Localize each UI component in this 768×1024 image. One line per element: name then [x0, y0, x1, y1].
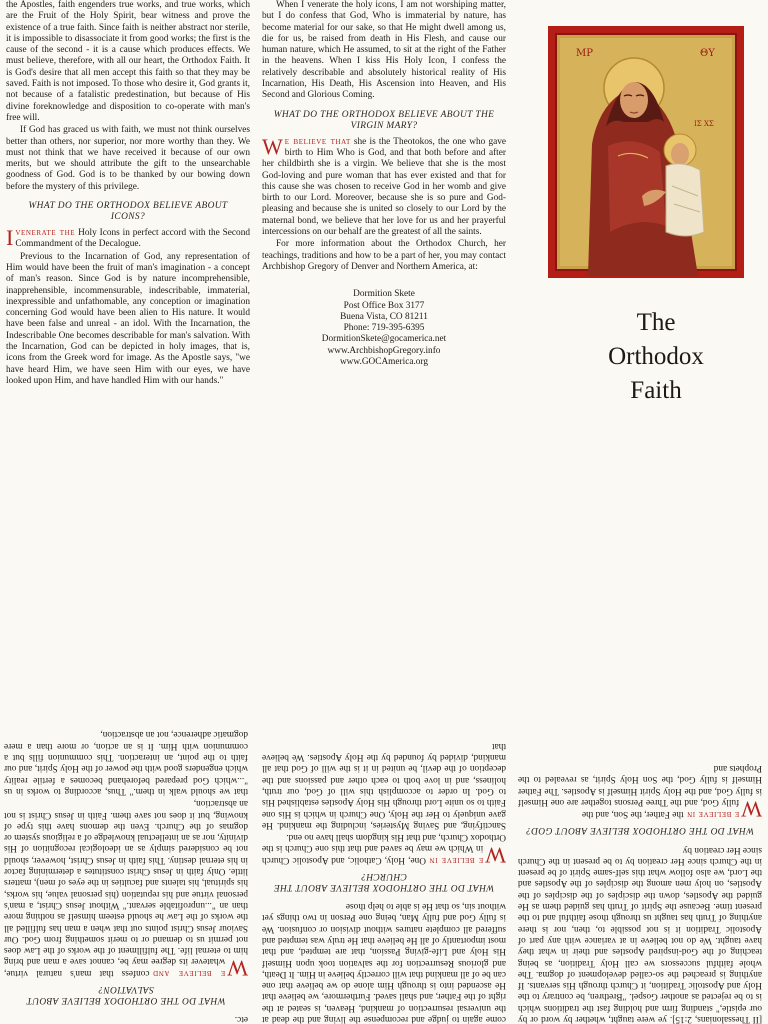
trinity-paragraph: fully God, and the Three Persons together are one Himself is fully God, and the Holy Spirit Himself is Apostles. The Father Himself is fully God, the Son Holy Spirit, as revealed to the Prophets and [518, 763, 762, 807]
column-faith-icons [6, 0, 250, 512]
column-venerate-virgin [262, 0, 506, 512]
icons-first-paragraph [6, 225, 250, 251]
title-line: Orthodox [608, 343, 704, 370]
virgin-paragraph [262, 133, 506, 239]
god-heading: WHAT DO THE ORTHODOX BELIEVE ABOUT GOD? [525, 825, 755, 836]
salvation-continued-paragraph: that we should walk in them." Thus, according to works in us "...which God prepared beforehand becomes a fertile reality which engenders good with the power of the Holy Spirit, and our faith to the point, an interaction. This communion fills but a communion with Him. It is an action, or more than a mere dogmatic adherence, not an abstraction, [4, 729, 248, 796]
address-line: Post Office Box 3177 [343, 300, 425, 311]
virgin-lead: e believe that [284, 136, 351, 147]
venerate-paragraph: When I venerate the holy icons, I am not worshiping matter, but I do confess that God, Who is immaterial by nature, has become material for our sake, so that He might dwell among us, die for us, be raised from death in His Flesh, and cause our human nature, which He assumed, to sit at the right of the Father in the heavens. When I kiss His Holy Icon, I confess the relatively describable and absolutely historical reality of His Incarnation, His Death, His Ascension into Heaven, and His Second and Glorious Coming. [262, 0, 506, 101]
icon-inscription-child: ΙΣ ΧΣ [694, 120, 714, 128]
title-line: Faith [630, 377, 682, 404]
icons-lead: venerate the [15, 228, 76, 239]
faith-paragraph: the Apostles, faith engenders true works, and true works, which are the Fruit of the Holy Spirit, bear witness and prove the existence of a true faith. Since faith is neither abstract nor sterile, it is impossible to disassociate it from good works; the first is the cause of the second - it is a cause which produces effects. We must believe, therefore, with all our heart, the Orthodox Faith. It is God's desire that all men accept this faith so that they may be saved. Faith is not imposed. To those who desire it, God grants it, not because of a fatalistic predestination, but because of His divine foreknowledge and disposition to co-operate with man's free will. [6, 0, 250, 123]
phone-line: Phone: 719-395-6395 [343, 323, 425, 334]
theotokos-icon-image [548, 26, 744, 278]
church-lead: e believe in [428, 854, 484, 865]
salvation-lead: e believe and [152, 967, 226, 978]
virgin-text: she is the Theotokos, the one who gave birth to Him Who is God, and that both before and after her childbirth she is a virgin. We believe that she is the most God-loving and pure woman that has ever existed and that for this cause she was chosen to receive God in her womb and give birth to our Lord. Moreover, because she is so pure and God-pleasing and because she is united so closely to our Lord by the maternal bond, we believe that her love for us and her prayerful intercessions on our behalf are the greatest of all the saints. [262, 136, 506, 238]
title-line: The [636, 309, 676, 336]
church-text: One, Holy, Catholic, and Apostolic Church in Which we may be saved and that this one Church is the Orthodox Church, and that His kingdom shall have no end. [262, 832, 506, 865]
god-dropcap: W [741, 797, 762, 823]
website-line: www.ArchbishopGregory.info [327, 345, 441, 356]
brochure-title [548, 306, 764, 408]
etc-text: etc. [234, 1014, 248, 1024]
grace-paragraph: If God has graced us with faith, we must not think ourselves better than others, nor superior, nor more worthy than they. We must not think that we have received it because of our own merits, but we should attribute the gift to the unsearchable goodness of God. God is to be thanked by our bowing down before the mystery of this privilege. [6, 125, 250, 192]
icon-inscription-left: ΜΡ [576, 48, 593, 59]
icons-heading: WHAT DO THE ORTHODOX BELIEVE ABOUT ICONS? [28, 201, 228, 223]
church-heading: WHAT DO THE ORTHODOX BELIEVE ABOUT THE CHURCH? [273, 870, 495, 892]
church-continued-paragraph: Sanctifying, and Saving Mysteries, including the mankind. He gave uniquely to Her the Holy, One Church in which is His one Faith to so unite Lord through His Holy Apostles established His to God. In order to accomplish this will of God, our truth, holiness, and in love both to each other and passions and the deception of the devil, be united in it is the will of God that all mankind, divided by founded by the Holy Apostles. We believe that [262, 740, 506, 830]
tradition-paragraph: [II Thessalonians, 2:15]. ye were taught, whether by word or by our epistle," standing firm and holding fast the traditions which is to be rejected as another Gospel. "Brethren, be contrary to the Holy and Apostolic Tradition, it Church through His servants. If anything is preached the so-called development of dogma. The whole faithful successors we call Holy Tradition, as being teaching of the God-inspired Apostles and their in what they have taught. We do not believe in at variance with any part of Apostolic Tradition it is not possible to, then, nor is there anything of Truth has taught us through those faithful and to the present time. Because the Spirit of Truth has guided them as He guided the Apostles, down the disciples of the disciples of the Apostles, on holy men among the disciples of the Apostles and the Lord, we also follow what this self-same Spirit of be present in the Church since Her creation by to be present in the Church since Her creation by [518, 844, 762, 1024]
column-salvation [4, 512, 248, 1024]
contact-address [262, 289, 506, 368]
icon-inscription-right: ΘΥ [700, 48, 715, 59]
email-line: DormitionSkete@gocamerica.net [321, 334, 447, 345]
church-paragraph [262, 831, 506, 868]
salvation-heading: WHAT DO THE ORTHODOX BELIEVE ABOUT SALVATION? [26, 983, 226, 1005]
more-info-paragraph: For more information about the Orthodox Church, her teachings, traditions and how to be a part of her, you may contact Archbishop Gregory of Denver and Northern America, at: [262, 239, 506, 272]
icons-paragraph: Previous to the Incarnation of God, any representation of Him would have been the fruit of man's imagination - a concept of man's reason. Since God is by nature incomprehensible, inapprehensible, incommensurable, indescribable, immaterial, inexpressible and unfathomable, any conception or imagination concerning God would have been alien to His nature. It would have been false and unreal - an idol. With the Incarnation, the Indescribable One becomes describable for man's salvation. With the Incarnation, God can be depicted in holy images, that is, icons from the Greek word for image. As the Apostle says, "we have heard Him, we have seen Him with our eyes, we have looked upon Him, and have handled Him with our hands." [6, 251, 250, 386]
theotokos-icon-art [548, 26, 744, 278]
icons-first-text: Holy Icons in perfect accord with the Second Commandment of the Decalogue. [15, 228, 250, 250]
icons-dropcap: I [6, 225, 14, 251]
god-lead: e believe in [686, 809, 740, 820]
christ-paragraph: come again to judge and recompense the living and the dead at the universal resurrection of mankind, Heaven, is seated at the right of the Father, and shall saved. Furthermore, we believe that He ascended into is through Him alone do we believe that one can be of all mankind that will correctly believe in Him. It Death, and glorious Resurrection for the salvation took upon Himself His Holy and Life-giving Passion, that are tempted, and that most importantly of all He believe that He truly was tempted and suffered all complete natures without division or confusion. We is fully God and fully Man, being one Person in two things yet without sin, so that He is able to help those [262, 901, 506, 1024]
salvation-dropcap: W [227, 955, 248, 981]
column-god-tradition [518, 512, 762, 1024]
salvation-text: confess that man's natural virtue, whatever its degree may be, cannot save a man and bring him to eternal life. The fulfillment of the works of the Law does not permit us to demand or to merit something from God. Our Saviour Jesus Christ points out that when a man has fulfilled all the works of the Law he should esteem himself as nothing more than an "...unprofitable servant." Without Jesus Christ, a man's personal virtue and his reputation (his personal value, his works, his spiritual, his talents and faculties in the eyes of men), matters little. Only faith in Jesus Christ constitutes a determining factor in his eternal destiny. This faith in Jesus Christ, however, should not be considered simply as an ideological recognition of His divinity, nor as an intellectual knowledge of a religious system or dogmas of the Church. Even the demons have this type of knowing, but it does not save them. Faith in Jesus Christ is not an abstraction, [4, 798, 248, 978]
god-first-text: the Father, the Son, and the [581, 809, 684, 820]
address-line: Dormition Skete [353, 289, 415, 300]
website-line: www.GOCAmerica.org [339, 357, 429, 368]
salvation-paragraph [4, 797, 248, 981]
lower-panel-inverted [0, 512, 768, 1024]
god-first-paragraph [518, 797, 762, 823]
column-christ-church [262, 512, 506, 1024]
address-line: Buena Vista, CO 81211 [340, 311, 428, 322]
church-dropcap: W [485, 842, 506, 868]
virgin-dropcap: W [262, 133, 283, 159]
virgin-heading: WHAT DO THE ORTHODOX BELIEVE ABOUT THE VIRGIN MARY? [273, 109, 495, 131]
